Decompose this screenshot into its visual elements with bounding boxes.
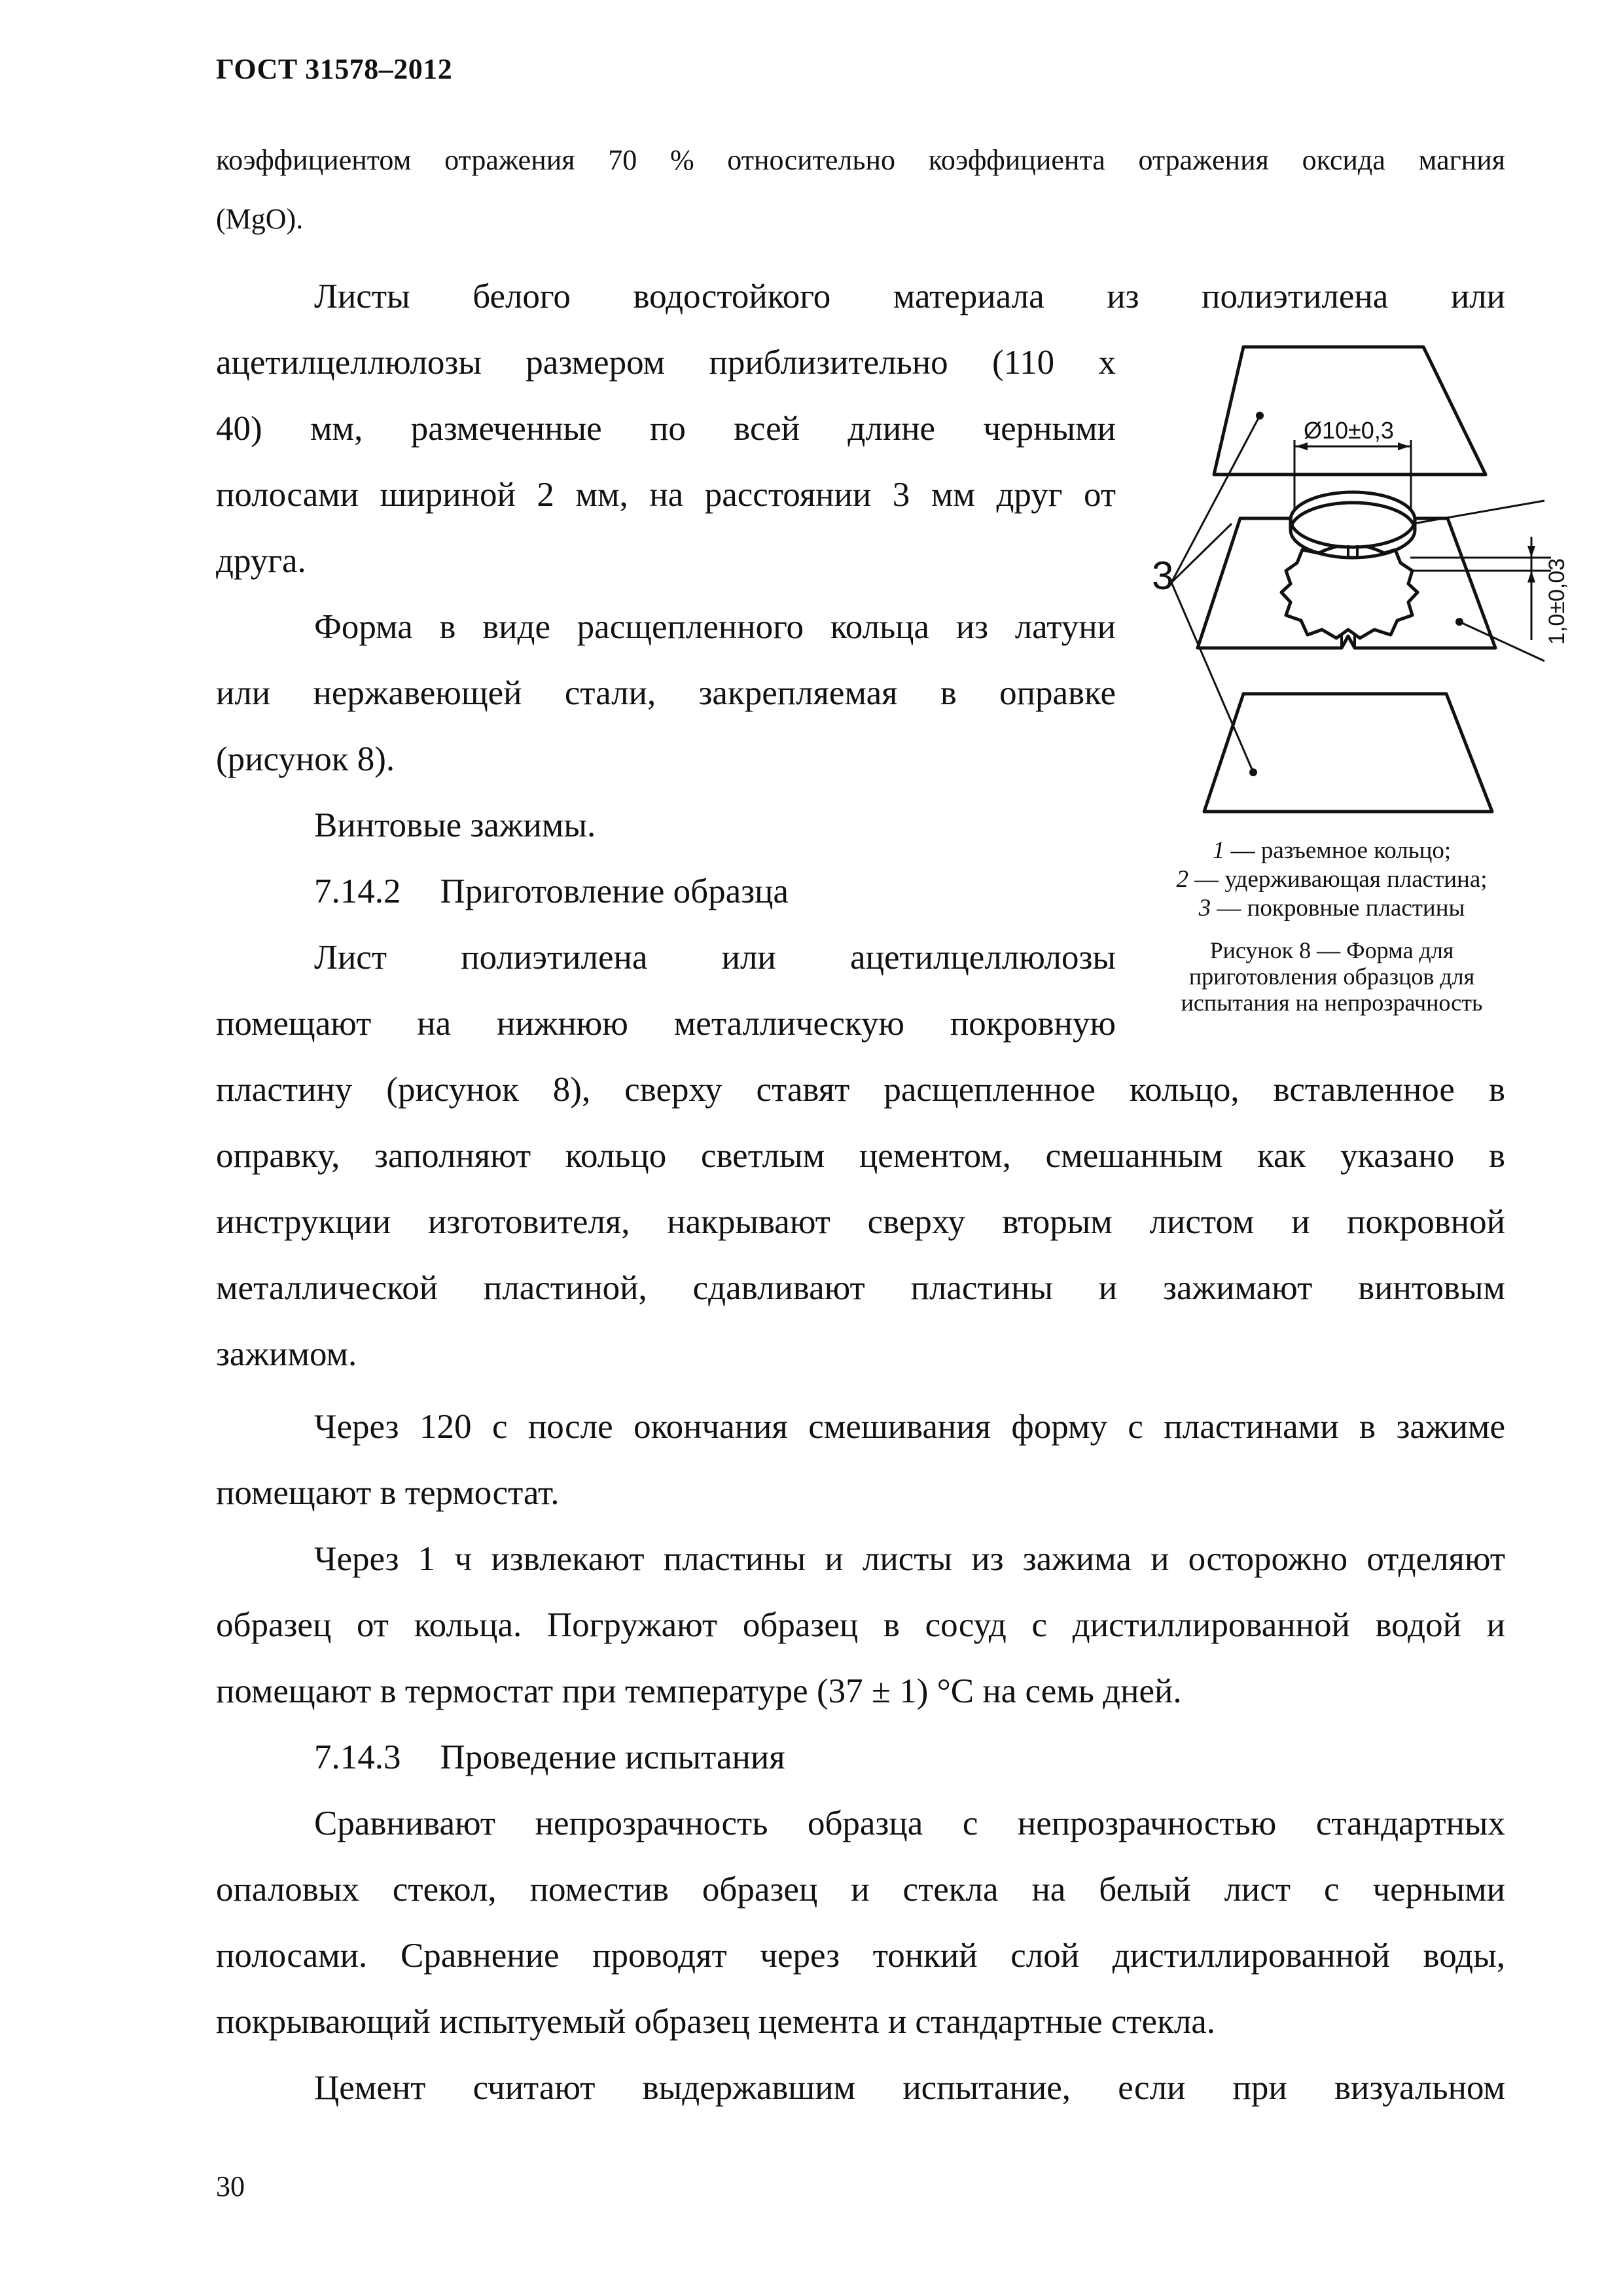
text-line: Винтовые зажимы. xyxy=(314,806,596,844)
legend-text: — разъемное кольцо; xyxy=(1224,837,1452,864)
text-line: оправку, заполняют кольцо светлым цементом, смешанным как указано в xyxy=(216,1137,1505,1175)
figure-legend xyxy=(1142,836,1522,923)
split-ring xyxy=(1291,492,1415,547)
section-number: 7.14.2 xyxy=(314,872,401,910)
text-line: коэффициентом отражения 70 % относительно коэффициента отражения оксида магния xyxy=(216,144,1505,176)
text-line: Листы белого водостойкого материала из полиэтилена или xyxy=(314,278,1505,315)
text-line xyxy=(314,859,1099,925)
legend-text: — удерживающая пластина; xyxy=(1188,866,1488,893)
caption-line: испытания на непрозрачность xyxy=(1181,990,1483,1016)
figure-split-ring-mold xyxy=(1152,327,1571,825)
text-line: (MgO). xyxy=(216,203,304,235)
standard-header: ГОСТ 31578–2012 xyxy=(216,53,453,85)
paragraph-extraction xyxy=(216,1526,1505,1725)
section-heading-7-14-3 xyxy=(314,1725,1296,1791)
text-line: Лист полиэтилена или ацетилцеллюлозы xyxy=(314,939,1116,977)
section-title: Проведение испытания xyxy=(440,1738,785,1776)
text-line: (рисунок 8). xyxy=(216,740,395,778)
section-heading-7-14-2 xyxy=(314,859,1099,925)
text-line: помещают в термостат при температуре (37 ± 1) °С на семь дней. xyxy=(216,1672,1182,1710)
text-line: друга. xyxy=(216,542,306,580)
paragraph-plate-assembly xyxy=(216,1057,1505,1388)
diameter-dimension-label: Ø10±0,3 xyxy=(1304,417,1394,444)
legend-item xyxy=(1142,865,1522,894)
legend-number: 1 xyxy=(1212,837,1225,864)
text-line: пластину (рисунок 8), сверху ставят расщепленное кольцо, вставленное в xyxy=(216,1071,1505,1109)
callout-label-3: 3 xyxy=(1152,554,1174,598)
top-cover-plate xyxy=(1214,347,1486,475)
text-line: полосами. Сравнение проводят через тонкий слой дистиллированной воды, xyxy=(216,1937,1505,1975)
text-line: полосами шириной 2 мм, на расстоянии 3 мм друг от xyxy=(216,476,1116,514)
text-line: Через 1 ч извлекают пластины и листы из зажима и осторожно отделяют xyxy=(314,1540,1505,1578)
text-line: Форма в виде расщепленного кольца из латуни xyxy=(314,608,1116,646)
paragraph-clamps xyxy=(314,793,1099,859)
legend-item xyxy=(1142,836,1522,865)
text-line: Через 120 с после окончания смешивания форму с пластинами в зажиме xyxy=(314,1408,1505,1446)
bottom-cover-plate xyxy=(1204,694,1492,812)
paragraph-sheets-first-line xyxy=(314,264,1505,330)
paragraph-continuation xyxy=(216,131,1505,249)
text-line: инструкции изготовителя, накрывают сверху вторым листом и покровной xyxy=(216,1203,1505,1241)
text-line: покрывающий испытуемый образец цемента и стандартные стекла. xyxy=(216,2003,1216,2041)
text-line: Цемент считают выдержавшим испытание, если при визуальном xyxy=(314,2069,1505,2107)
legend-number: 2 xyxy=(1176,866,1188,893)
caption-line: приготовления образцов для xyxy=(1188,963,1475,990)
text-line: металлической пластиной, сдавливают пластины и зажимают винтовым xyxy=(216,1269,1505,1307)
paragraph-sheets xyxy=(216,330,1116,594)
text-line: 40) мм, размеченные по всей длине черными xyxy=(216,410,1116,448)
text-line: опаловых стекол, поместив образец и стекла на белый лист с черными xyxy=(216,1871,1505,1909)
text-line: или нержавеющей стали, закрепляемая в оправке xyxy=(216,674,1116,712)
text-line: Сравнивают непрозрачность образца с непрозрачностью стандартных xyxy=(314,1804,1505,1842)
text-line: образец от кольца. Погружают образец в сосуд с дистиллированной водой и xyxy=(216,1606,1505,1644)
paragraph-acceptance xyxy=(314,2055,1505,2121)
legend-item xyxy=(1142,894,1522,923)
figure-caption xyxy=(1139,937,1525,1016)
text-line xyxy=(314,1725,1296,1791)
text-line: помещают в термостат. xyxy=(216,1474,560,1512)
text-line: зажимом. xyxy=(216,1335,357,1373)
section-title: Приготовление образца xyxy=(440,872,789,910)
page-number: 30 xyxy=(216,2170,245,2202)
text-line: ацетилцеллюлозы размером приблизительно (110 х xyxy=(216,344,1116,382)
paragraph-ring-form xyxy=(216,594,1116,793)
caption-line: Рисунок 8 — Форма для xyxy=(1209,937,1454,963)
text-line: помещают на нижнюю металлическую покровную xyxy=(216,1005,1116,1043)
paragraph-comparison xyxy=(216,1791,1505,2055)
legend-number: 3 xyxy=(1198,895,1211,922)
section-number: 7.14.3 xyxy=(314,1738,401,1776)
thickness-dimension-label: 1,0±0,03 xyxy=(1544,558,1569,645)
legend-text: — покровные пластины xyxy=(1211,895,1465,922)
paragraph-thermostat xyxy=(216,1394,1505,1526)
paragraph-sheet-placement xyxy=(216,925,1116,1057)
